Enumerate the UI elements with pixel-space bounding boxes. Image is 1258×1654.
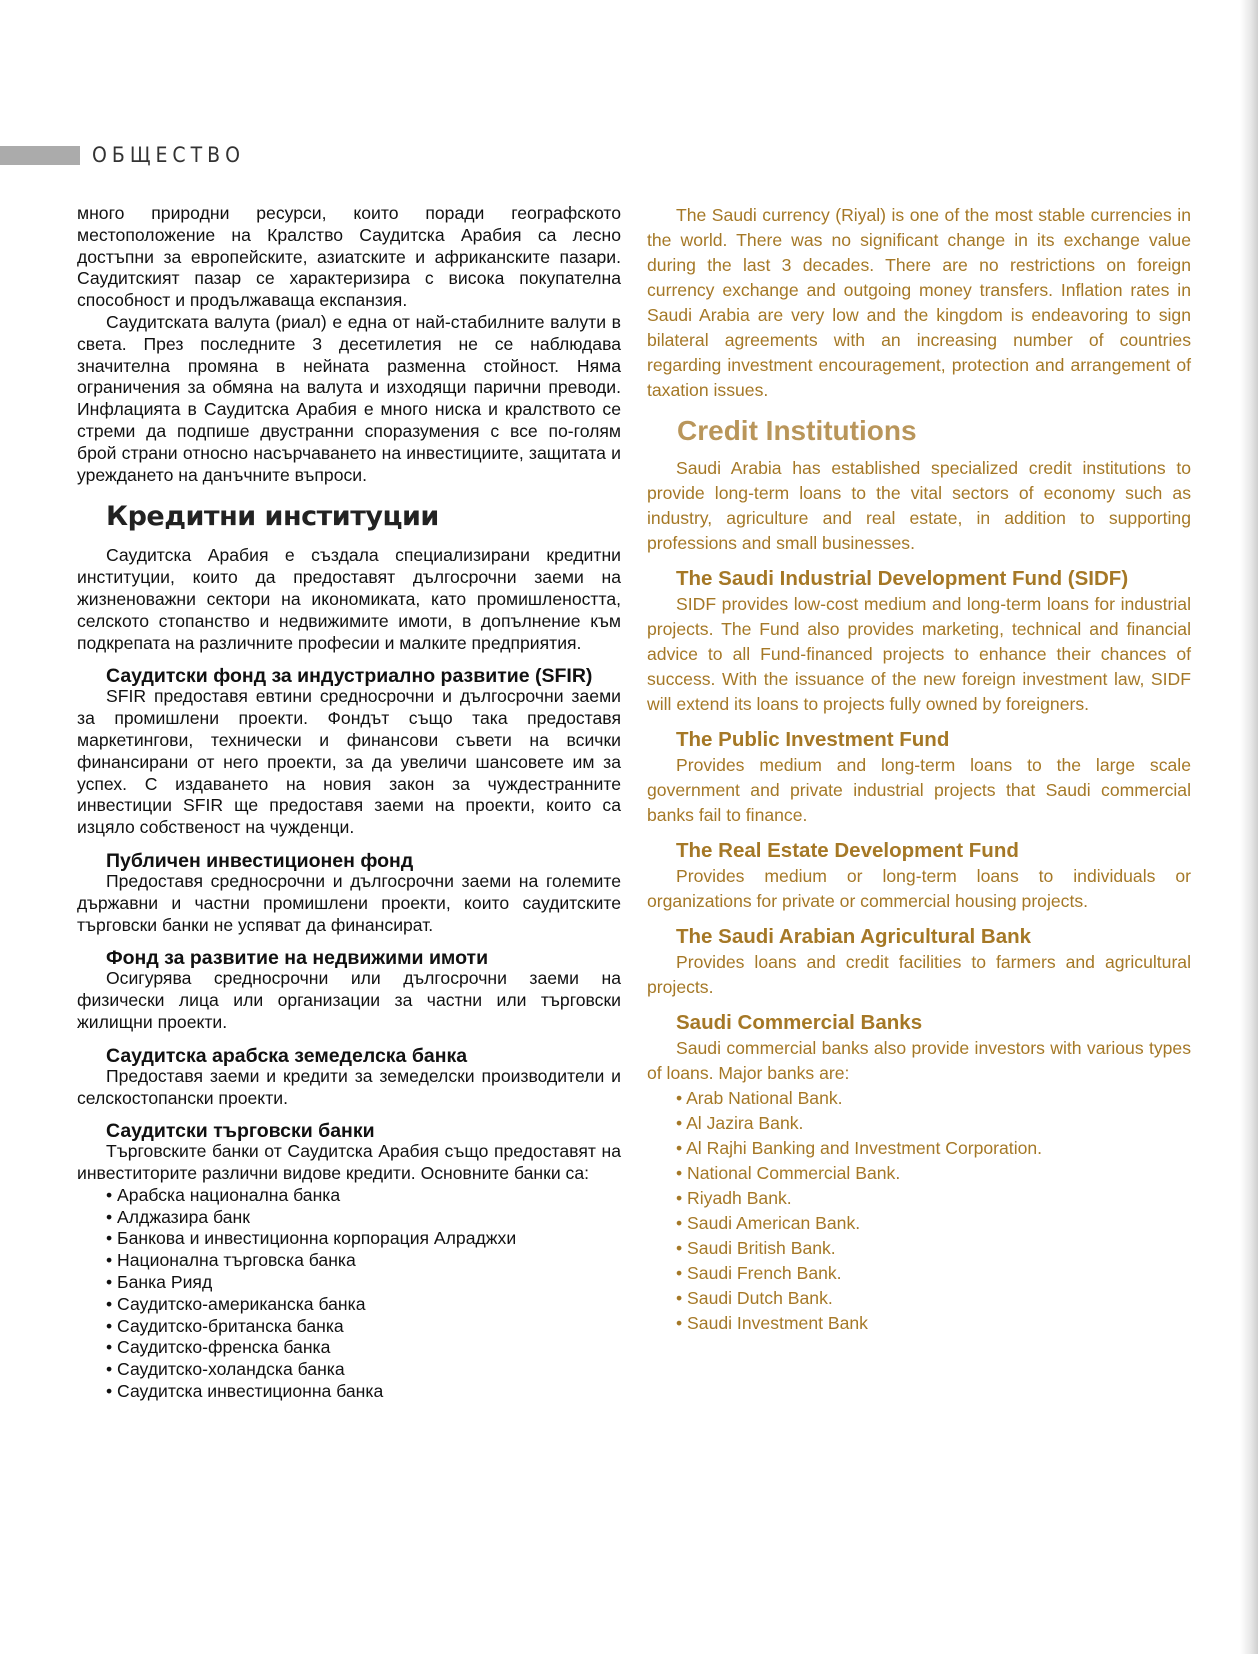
bg-fund-text-sfir: SFIR предоставя евтини средносрочни и дългосрочни заеми за промишлени проекти. Фондът също така предоставя маркетингови, технически и финансови съвети на всички финансирани от него проекти, за да увеличи шансовете им за успех. С издаването на новия закон за чуждестранните инвестиции SFIR ще предоставя заеми на проекти, които са изцяло собственост на чужденци. (77, 686, 621, 838)
list-item: • Саудитско-френска банка (106, 1337, 331, 1358)
en-fund-title-commercial: Saudi Commercial Banks (676, 1011, 923, 1034)
en-fund-title-sidf: The Saudi Industrial Development Fund (SIDF) (676, 567, 1129, 590)
bg-intro-paragraph-1: много природни ресурси, които поради географското местоположение на Кралство Саудитска Арабия са лесно достъпни за европейските, азиатските и африканските пазари. Саудитският пазар се характеризира с висока покупателна способност и продължаваща експанзия. (77, 203, 621, 311)
en-credit-paragraph: Saudi Arabia has established specialized credit institutions to provide long-term loans to the vital sectors of economy such as industry, agriculture and real estate, in addition to supporting professions and small businesses. (647, 458, 1191, 553)
list-item: • Саудитско-холандска банка (106, 1359, 345, 1380)
bg-fund-text-public: Предоставя средносрочни и дългосрочни заеми на големите държавни и частни промишлени проекти, които саудитските търговски банки не успяват да финансират. (77, 870, 621, 935)
list-item: • Arab National Bank. (676, 1088, 843, 1108)
list-item: • Saudi American Bank. (676, 1213, 861, 1233)
list-item: • Банкова и инвестиционна корпорация Алраджхи (106, 1228, 517, 1249)
en-fund-text-agricultural: Provides loans and credit facilities to farmers and agricultural projects. (647, 952, 1191, 997)
list-item: • Riyadh Bank. (676, 1188, 792, 1208)
list-item: • Арабска национална банка (106, 1184, 341, 1205)
bg-fund-text-agricultural: Предоставя заеми и кредити за земеделски производители и селскостопански проекти. (77, 1065, 621, 1108)
en-fund-title-real-estate: The Real Estate Development Fund (676, 839, 1019, 862)
en-fund-title-agricultural: The Saudi Arabian Agricultural Bank (676, 925, 1032, 948)
en-fund-text-sidf: SIDF provides low-cost medium and long-term loans for industrial projects. The Fund also provides marketing, technical and financial advice to all Fund-financed projects to enhance their chances of success. With the issuance of the new foreign investment law, SIDF will extend its loans to projects fully owned by foreigners. (647, 594, 1191, 714)
bg-fund-title-sfir: Саудитски фонд за индустриално развитие (SFIR) (106, 665, 593, 688)
bg-fund-title-public: Публичен инвестиционен фонд (106, 849, 414, 872)
bg-fund-title-commercial: Саудитски търговски банки (106, 1120, 375, 1143)
list-item: • Национална търговска банка (106, 1250, 356, 1271)
bg-fund-text-commercial: Търговските банки от Саудитска Арабия също предоставят на инвеститорите различни видове кредити. Основните банки са: (77, 1141, 621, 1184)
page-edge-shadow (1240, 0, 1258, 1654)
list-item: • Саудитско-британска банка (106, 1315, 344, 1336)
list-item: • Саудитско-американска банка (106, 1293, 366, 1314)
list-item: • Saudi Investment Bank (676, 1313, 868, 1333)
list-item: • Алджазира банк (106, 1206, 250, 1227)
bulgarian-column (77, 203, 621, 1403)
en-bank-list (676, 1086, 1191, 1336)
en-fund-text-public: Provides medium and long-term loans to the large scale government and private industrial projects that Saudi commercial banks fail to finance. (647, 755, 1191, 825)
bg-fund-title-agricultural: Саудитска арабска земеделска банка (106, 1044, 468, 1067)
bg-intro-paragraph-2: Саудитската валута (риал) е една от най-стабилните валути в света. През последните 3 десетилетия не се наблюдава значителна промяна в нейната разменна стойност. Няма ограничения за обмяна на валута и изходящи парични преводи. Инфлацията в Саудитска Арабия е много ниска и кралството се стреми да подпише двустранни споразумения с все по-голям брой страни относно насърчаването на инвестициите, защитата и уреждането на данъчните въпроси. (77, 311, 621, 485)
english-column (647, 203, 1191, 1336)
section-marker-bar (0, 146, 80, 165)
bg-fund-title-real-estate: Фонд за развитие на недвижими имоти (106, 947, 489, 970)
bg-fund-text-real-estate: Осигурява средносрочни или дългосрочни заеми на физически лица или организации за частни или търговски жилищни проекти. (77, 968, 621, 1032)
en-fund-text-commercial: Saudi commercial banks also provide investors with various types of loans. Major banks are: (647, 1038, 1191, 1083)
list-item: • Al Jazira Bank. (676, 1113, 804, 1133)
en-fund-title-public: The Public Investment Fund (676, 728, 950, 751)
en-currency-paragraph: The Saudi currency (Riyal) is one of the most stable currencies in the world. There was no significant change in its exchange value during the last 3 decades. There are no restrictions on foreign currency exchange and outgoing money transfers. Inflation rates in Saudi Arabia are very low and the kingdom is endeavoring to sign bilateral agreements with an increasing number of countries regarding investment encouragement, protection and arrangement of taxation issues. (647, 205, 1191, 400)
list-item: • Al Rajhi Banking and Investment Corporation. (676, 1138, 1043, 1158)
bg-bank-list (106, 1185, 621, 1403)
list-item: • Банка Рияд (106, 1272, 213, 1293)
list-item: • Саудитска инвестиционна банка (106, 1381, 384, 1402)
bg-credit-paragraph: Саудитска Арабия е създала специализирани кредитни институции, които да предоставят дългосрочни заеми на жизненоважни сектори на икономиката, като промишлеността, селското стопанство и недвижимите имоти, в допълнение към подкрепата на различните професии и малките предприятия. (77, 545, 621, 653)
list-item: • Saudi British Bank. (676, 1238, 836, 1258)
en-fund-text-real-estate: Provides medium or long-term loans to individuals or organizations for private or commercial housing projects. (647, 866, 1191, 911)
list-item: • Saudi Dutch Bank. (676, 1288, 833, 1308)
bg-credit-heading: Кредитни институции (106, 501, 439, 533)
list-item: • National Commercial Bank. (676, 1163, 901, 1183)
section-label: ОБЩЕСТВО (92, 143, 245, 167)
en-credit-heading: Credit Institutions (677, 415, 917, 446)
list-item: • Saudi French Bank. (676, 1263, 842, 1283)
